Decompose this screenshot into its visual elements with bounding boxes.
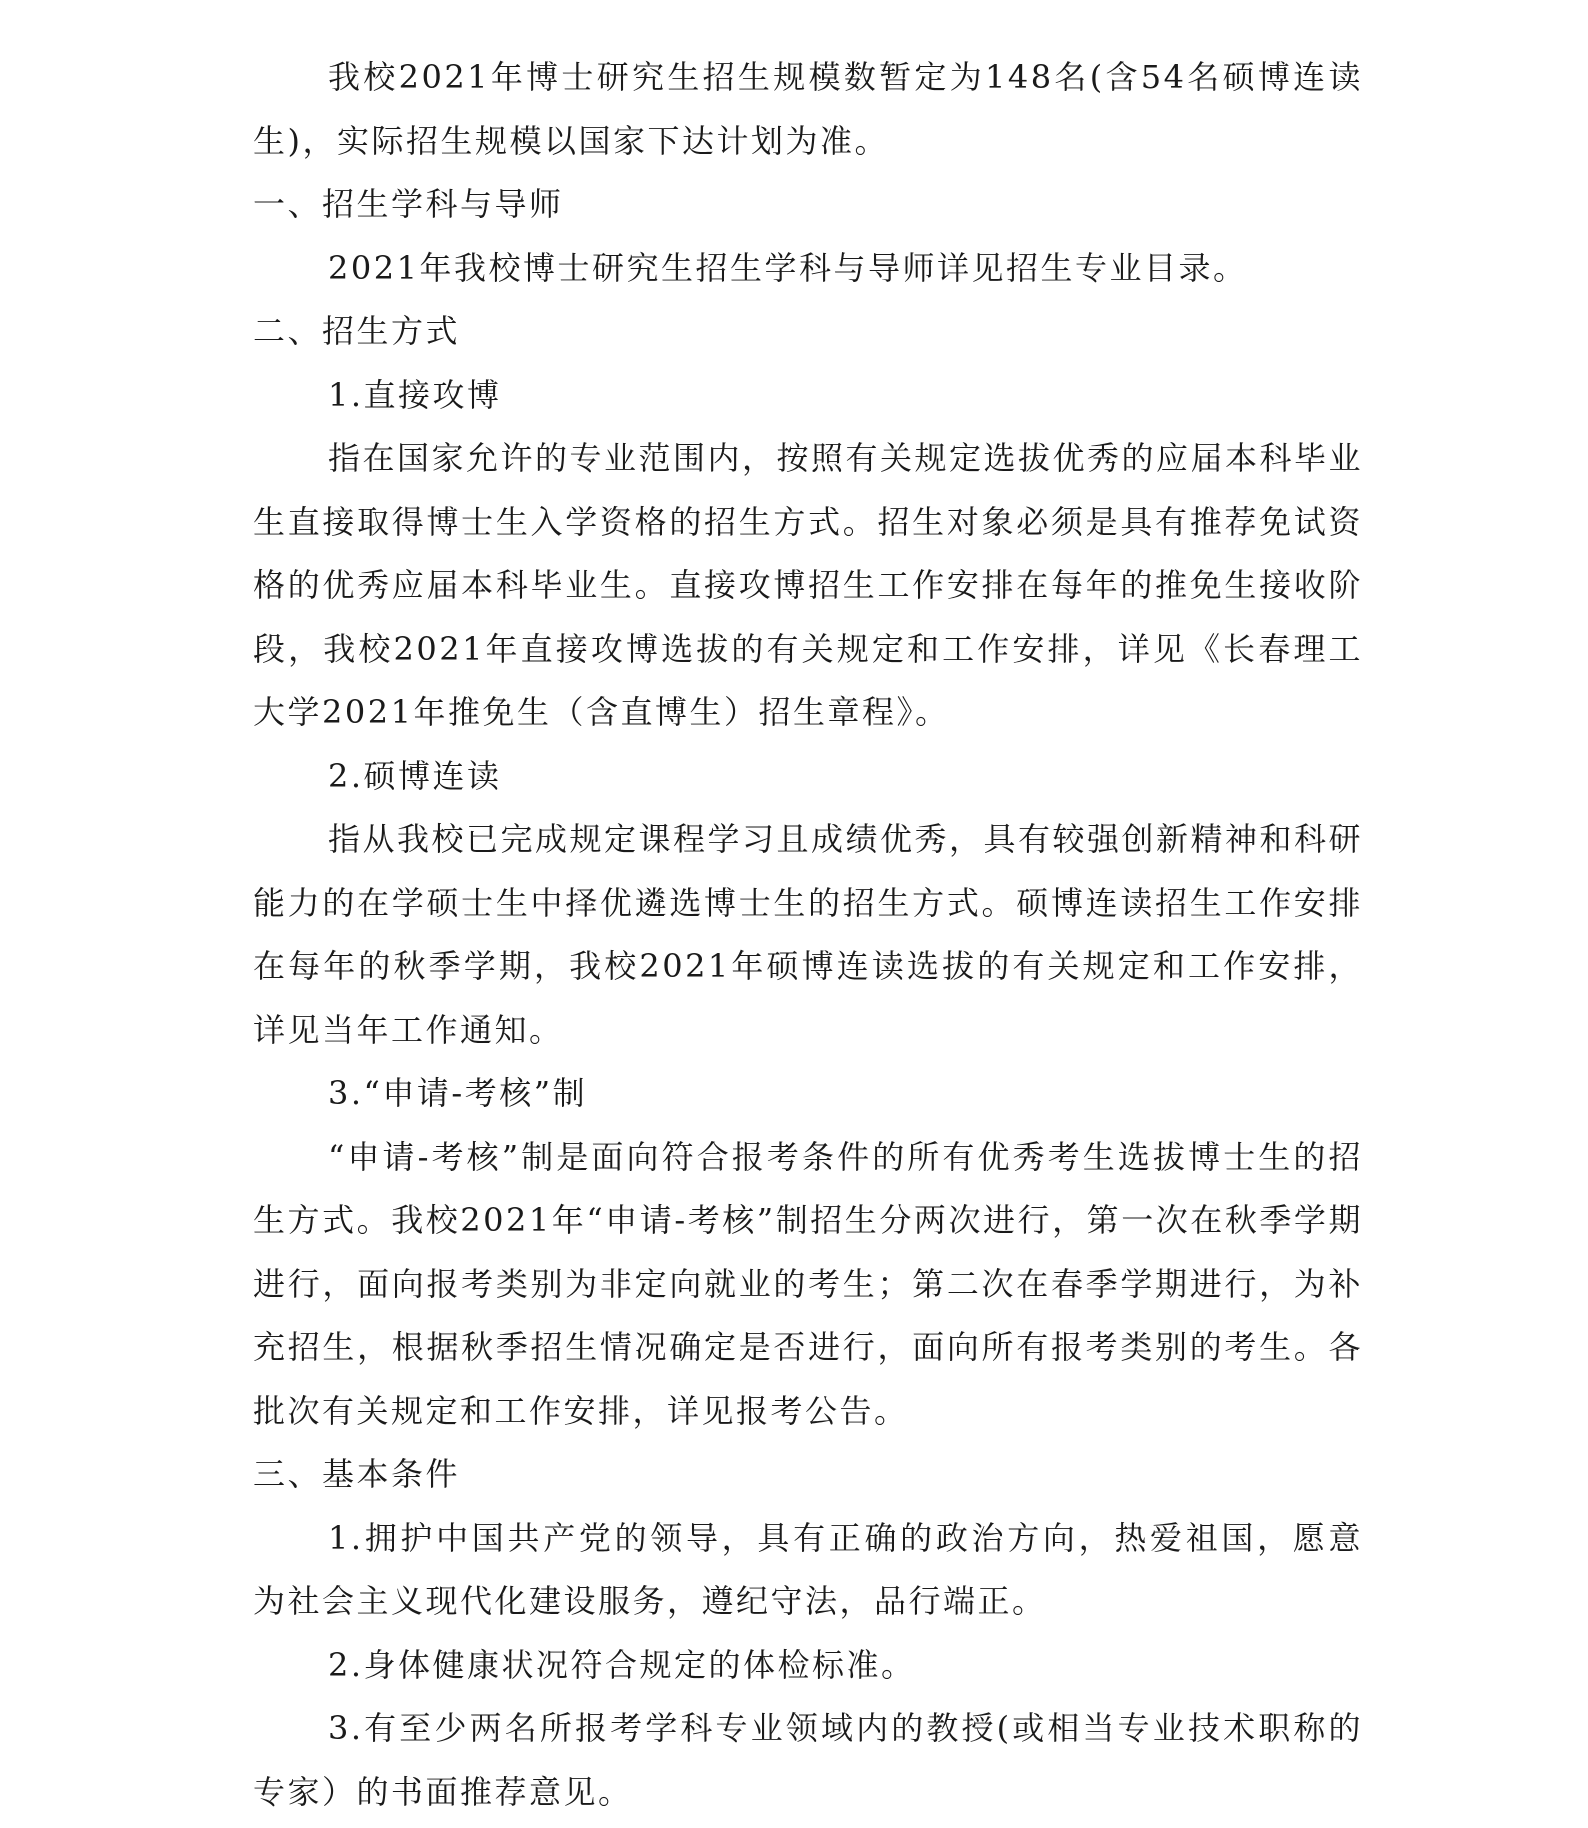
subheading-direct-phd: 1.直接攻博 — [328, 375, 502, 414]
intro-paragraph: 我校2021年博士研究生招生规模数暂定为148名(含54名硕博连读生)，实际招生规模以国家下达计划为准。 — [253, 58, 1363, 160]
section-heading-requirements: 三、基本条件 — [253, 1455, 461, 1493]
document-page — [253, 46, 1363, 1824]
requirement-item-3: 3.有至少两名所报考学科专业领域内的教授(或相当专业技术职称的专家）的书面推荐意见。 — [253, 1709, 1363, 1811]
subheading-masters-phd: 2.硕博连读 — [328, 756, 502, 795]
requirement-item-1: 1.拥护中国共产党的领导，具有正确的政治方向，热爱祖国，愿意为社会主义现代化建设服务，遵纪守法，品行端正。 — [253, 1518, 1363, 1620]
direct-phd-paragraph: 指在国家允许的专业范围内，按照有关规定选拔优秀的应届本科毕业生直接取得博士生入学资格的招生方式。招生对象必须是具有推荐免试资格的优秀应届本科毕业生。直接攻博招生工作安排在每年的推免生接收阶段，我校2021年直接攻博选拔的有关规定和工作安排，详见《长春理工大学2021年推免生（含直博生）招生章程》。 — [253, 439, 1364, 731]
requirement-item-2: 2.身体健康状况符合规定的体检标准。 — [328, 1645, 916, 1684]
section-heading-disciplines: 一、招生学科与导师 — [253, 185, 564, 223]
subheading-application-review: 3.“申请-考核”制 — [328, 1074, 588, 1112]
masters-phd-paragraph: 指从我校已完成规定课程学习且成绩优秀，具有较强创新精神和科研能力的在学硕士生中择优遴选博士生的招生方式。硕博连读招生工作安排在每年的秋季学期，我校2021年硕博连读选拔的有关规定和工作安排，详见当年工作通知。 — [253, 820, 1364, 1049]
disciplines-paragraph: 2021年我校博士研究生招生学科与导师详见招生专业目录。 — [328, 248, 1248, 287]
section-heading-methods: 二、招生方式 — [253, 312, 461, 350]
application-review-paragraph: “申请-考核”制是面向符合报考条件的所有优秀考生选拔博士生的招生方式。我校2021年“申请-考核”制招生分两次进行，第一次在秋季学期进行，面向报考类别为非定向就业的考生；第二次在春季学期进行，为补充招生，根据秋季招生情况确定是否进行，面向所有报考类别的考生。各批次有关规定和工作安排，详见报考公告。 — [253, 1137, 1363, 1430]
